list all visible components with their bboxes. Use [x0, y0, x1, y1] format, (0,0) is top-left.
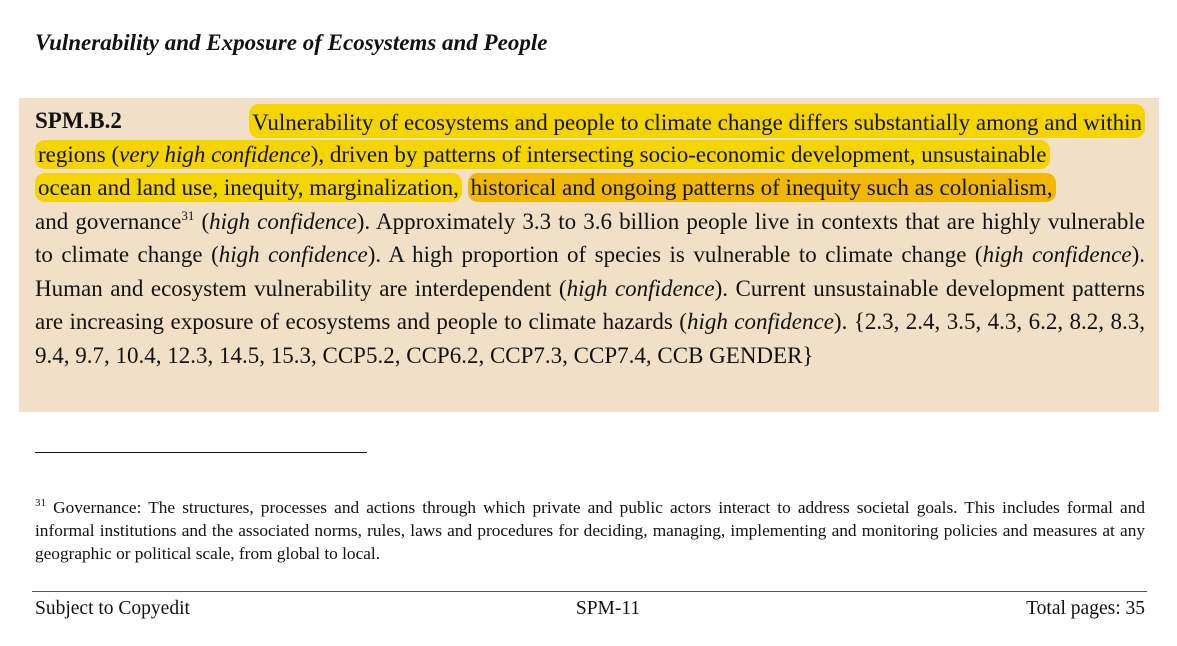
highlight-text: regions (	[38, 141, 120, 167]
statement-line-2	[35, 138, 1145, 172]
confidence-qualifier: high confidence	[566, 275, 715, 301]
footer-rule	[32, 591, 1147, 592]
body-text: and governance	[35, 208, 182, 234]
highlight-yellow	[35, 140, 1050, 169]
confidence-qualifier: high confidence	[982, 242, 1132, 267]
footnote-number: 31	[35, 497, 46, 509]
body-text: ). Human and ecosystem vulnerability are interdependent (	[35, 242, 1145, 301]
confidence-qualifier: high confidence	[209, 208, 357, 234]
page-number: SPM-11	[575, 598, 641, 619]
body-text: ). A high proportion of species is vulnerable to climate change (	[367, 242, 983, 267]
footnote-text: Governance: The structures, processes and actions through which private and public actors interact to address societal goals. This includes formal and informal institutions and the associated norms, rules, laws and procedures for deciding, managing, implementing and monitoring policies and measures at any geographic or political scale, from global to local.	[35, 498, 1145, 563]
statement-paragraph	[35, 104, 1145, 372]
confidence-qualifier: high confidence	[218, 242, 368, 267]
highlight-yellow: ocean and land use, inequity, marginalization,	[35, 173, 462, 202]
statement-id: SPM.B.2	[35, 108, 122, 133]
footnote-separator	[35, 452, 367, 453]
section-heading: Vulnerability and Exposure of Ecosystems and People	[35, 30, 548, 55]
highlight-orange: historical and ongoing patterns of inequity such as colonialism,	[468, 173, 1056, 202]
footnote	[35, 496, 1145, 565]
page-footer	[35, 596, 1145, 622]
footer-status: Subject to Copyedit	[35, 598, 190, 619]
highlight-text: ), driven by patterns of intersecting socio-economic development, unsustainable	[310, 141, 1047, 167]
statement-line-1	[35, 104, 1145, 138]
body-text: ). Approximately 3.3 to 3.6 billion people live in contexts that are highly vulnerable to climate change (	[35, 208, 1145, 267]
assessment-references: ). {2.3, 2.4, 3.5, 4.3, 6.2, 8.2, 8.3, 9.4, 9.7, 10.4, 12.3, 14.5, 15.3, CCP5.2, CCP6.2, CCP7.3, CCP7.4, CCB GENDER}	[35, 309, 1145, 368]
total-pages: Total pages: 35	[1026, 598, 1145, 619]
confidence-qualifier: high confidence	[686, 309, 834, 334]
statement-line-3	[35, 171, 1145, 205]
body-text: ). Current unsustainable development patterns are increasing exposure of ecosystems and people to climate hazards (	[35, 275, 1145, 334]
confidence-qualifier: very high confidence	[119, 141, 311, 167]
body-text: (	[194, 208, 210, 234]
highlight-yellow: Vulnerability of ecosystems and people to climate change differs substantially among and within	[249, 104, 1145, 138]
footnote-ref: 31	[181, 207, 195, 223]
statement-body	[35, 205, 1145, 373]
